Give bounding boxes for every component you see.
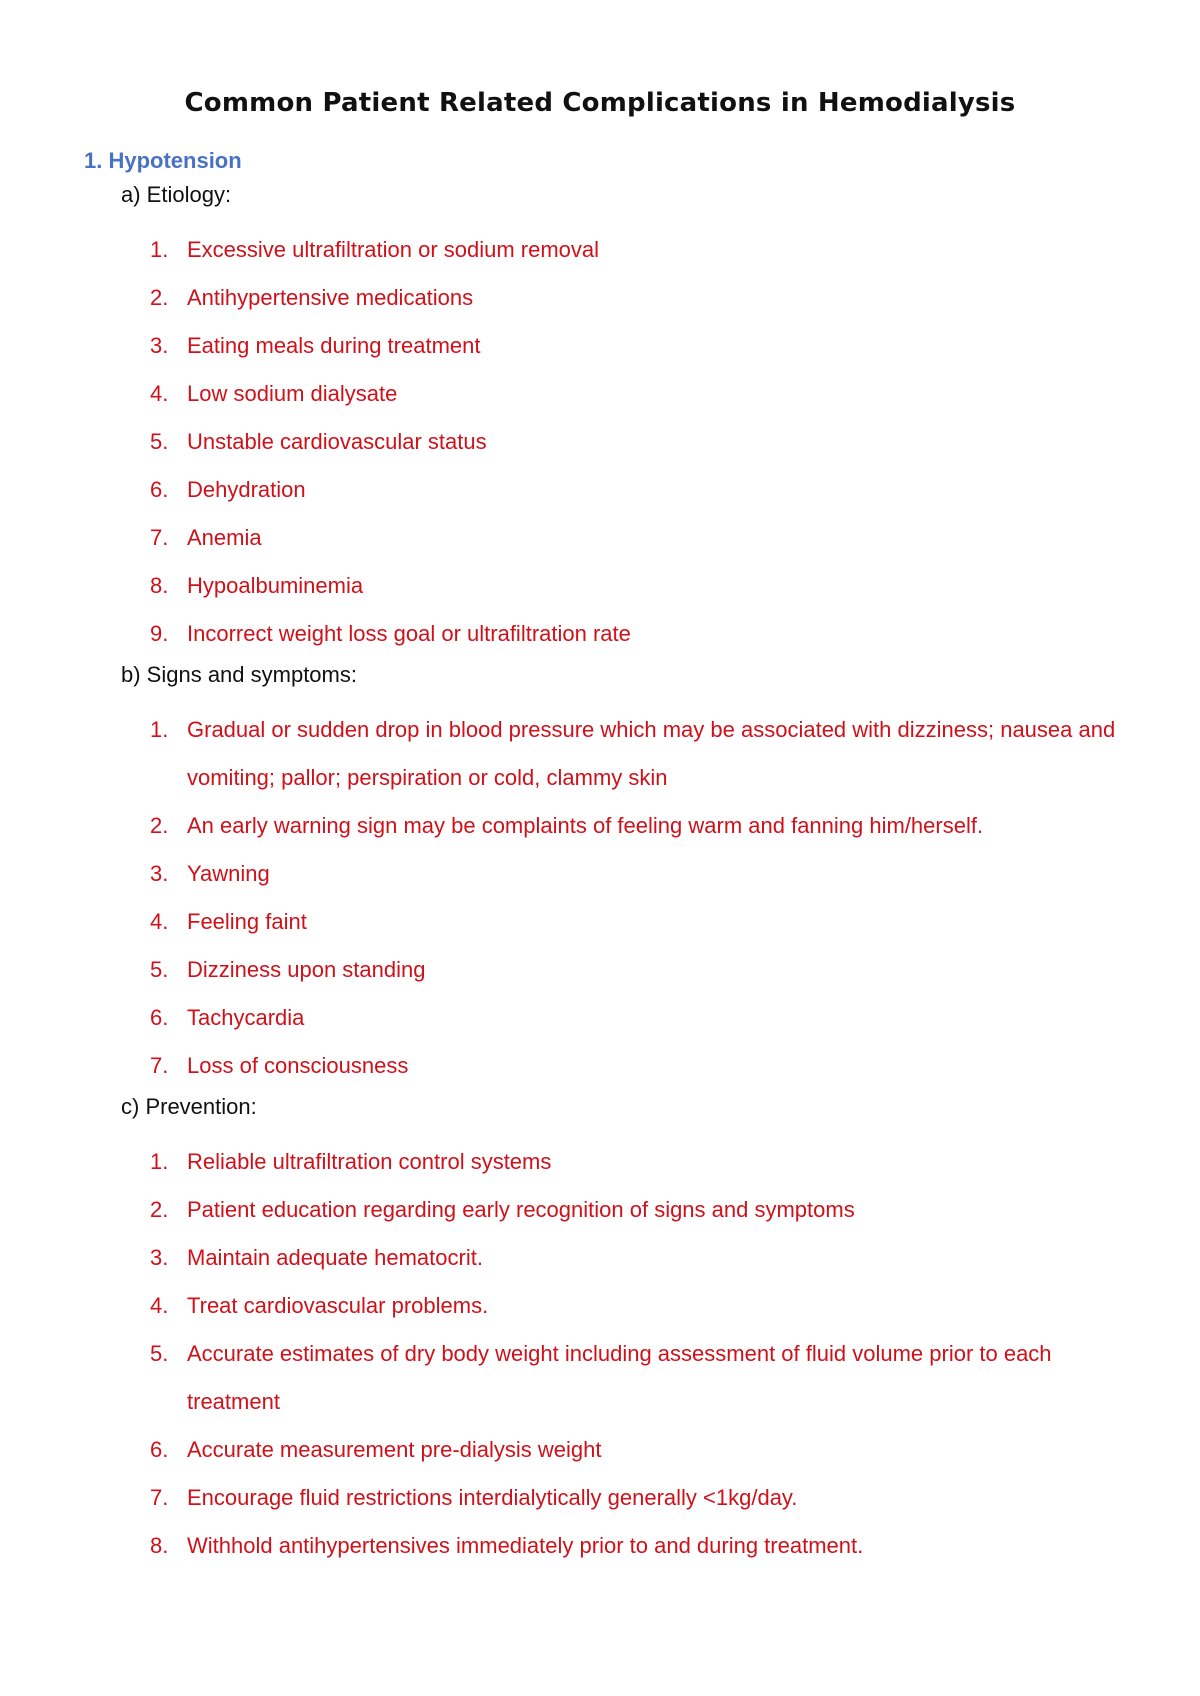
prevention-item [150, 1330, 1130, 1426]
item-number: 7. [150, 1485, 169, 1510]
prevention-item [150, 1522, 1130, 1570]
item-text: Encourage fluid restrictions interdialytically generally <1kg/day. [187, 1485, 798, 1510]
prevention-item [150, 1234, 1130, 1282]
item-number: 6. [150, 477, 169, 502]
item-number: 8. [150, 573, 169, 598]
etiology-item [150, 322, 1130, 370]
item-text: Eating meals during treatment [187, 333, 481, 358]
item-number: 7. [150, 525, 169, 550]
item-text: Antihypertensive medications [187, 285, 474, 310]
item-text: Gradual or sudden drop in blood pressure which may be associated with dizziness; nausea and vomiting; pallor; perspiration or cold, clammy skin [187, 717, 1116, 790]
item-text: An early warning sign may be complaints of feeling warm and fanning him/herself. [187, 813, 984, 838]
item-number: 3. [150, 1245, 169, 1270]
subheading-signs-symptoms: b) Signs and symptoms: [121, 662, 357, 687]
item-number: 8. [150, 1533, 169, 1558]
item-text: Tachycardia [187, 1005, 305, 1030]
item-number: 5. [150, 1341, 169, 1366]
item-number: 1. [150, 1149, 169, 1174]
etiology-item [150, 370, 1130, 418]
etiology-item [150, 226, 1130, 274]
item-text: Dehydration [187, 477, 306, 502]
item-number: 3. [150, 333, 169, 358]
etiology-item [150, 466, 1130, 514]
prevention-item [150, 1186, 1130, 1234]
item-text: Maintain adequate hematocrit. [187, 1245, 483, 1270]
item-text: Anemia [187, 525, 262, 550]
item-number: 4. [150, 1293, 169, 1318]
item-number: 2. [150, 813, 169, 838]
item-text: Excessive ultrafiltration or sodium removal [187, 237, 600, 262]
signs-item [150, 706, 1130, 802]
signs-item [150, 850, 1130, 898]
item-number: 7. [150, 1053, 169, 1078]
prevention-item [150, 1426, 1130, 1474]
item-number: 6. [150, 1005, 169, 1030]
etiology-item [150, 418, 1130, 466]
item-number: 1. [150, 717, 169, 742]
item-number: 9. [150, 621, 169, 646]
etiology-item [150, 562, 1130, 610]
item-number: 3. [150, 861, 169, 886]
item-number: 2. [150, 1197, 169, 1222]
item-number: 5. [150, 429, 169, 454]
item-text: Incorrect weight loss goal or ultrafiltration rate [187, 621, 631, 646]
item-text: Reliable ultrafiltration control systems [187, 1149, 552, 1174]
signs-item [150, 946, 1130, 994]
item-number: 4. [150, 909, 169, 934]
document-title: Common Patient Related Complications in Hemodialysis [184, 88, 1016, 118]
prevention-item [150, 1474, 1130, 1522]
prevention-item [150, 1138, 1130, 1186]
signs-item [150, 994, 1130, 1042]
signs-item [150, 898, 1130, 946]
item-text: Hypoalbuminemia [187, 573, 364, 598]
item-text: Treat cardiovascular problems. [187, 1293, 489, 1318]
item-number: 4. [150, 381, 169, 406]
item-number: 1. [150, 237, 169, 262]
etiology-item [150, 274, 1130, 322]
subheading-etiology: a) Etiology: [121, 182, 232, 207]
subheading-prevention: c) Prevention: [121, 1094, 257, 1119]
signs-item [150, 1042, 1130, 1090]
prevention-item [150, 1282, 1130, 1330]
item-text: Withhold antihypertensives immediately prior to and during treatment. [187, 1533, 864, 1558]
item-number: 6. [150, 1437, 169, 1462]
item-text: Feeling faint [187, 909, 307, 934]
item-text: Dizziness upon standing [187, 957, 426, 982]
item-text: Unstable cardiovascular status [187, 429, 487, 454]
item-text: Accurate measurement pre-dialysis weight [187, 1437, 602, 1462]
signs-item [150, 802, 1130, 850]
item-text: Yawning [187, 861, 270, 886]
item-number: 2. [150, 285, 169, 310]
etiology-item [150, 610, 1130, 658]
item-text: Patient education regarding early recognition of signs and symptoms [187, 1197, 855, 1222]
item-number: 5. [150, 957, 169, 982]
etiology-item [150, 514, 1130, 562]
item-text: Loss of consciousness [187, 1053, 409, 1078]
item-text: Accurate estimates of dry body weight including assessment of fluid volume prior to each treatment [187, 1341, 1052, 1414]
section-heading-hypotension: 1. Hypotension [84, 148, 242, 173]
item-text: Low sodium dialysate [187, 381, 398, 406]
